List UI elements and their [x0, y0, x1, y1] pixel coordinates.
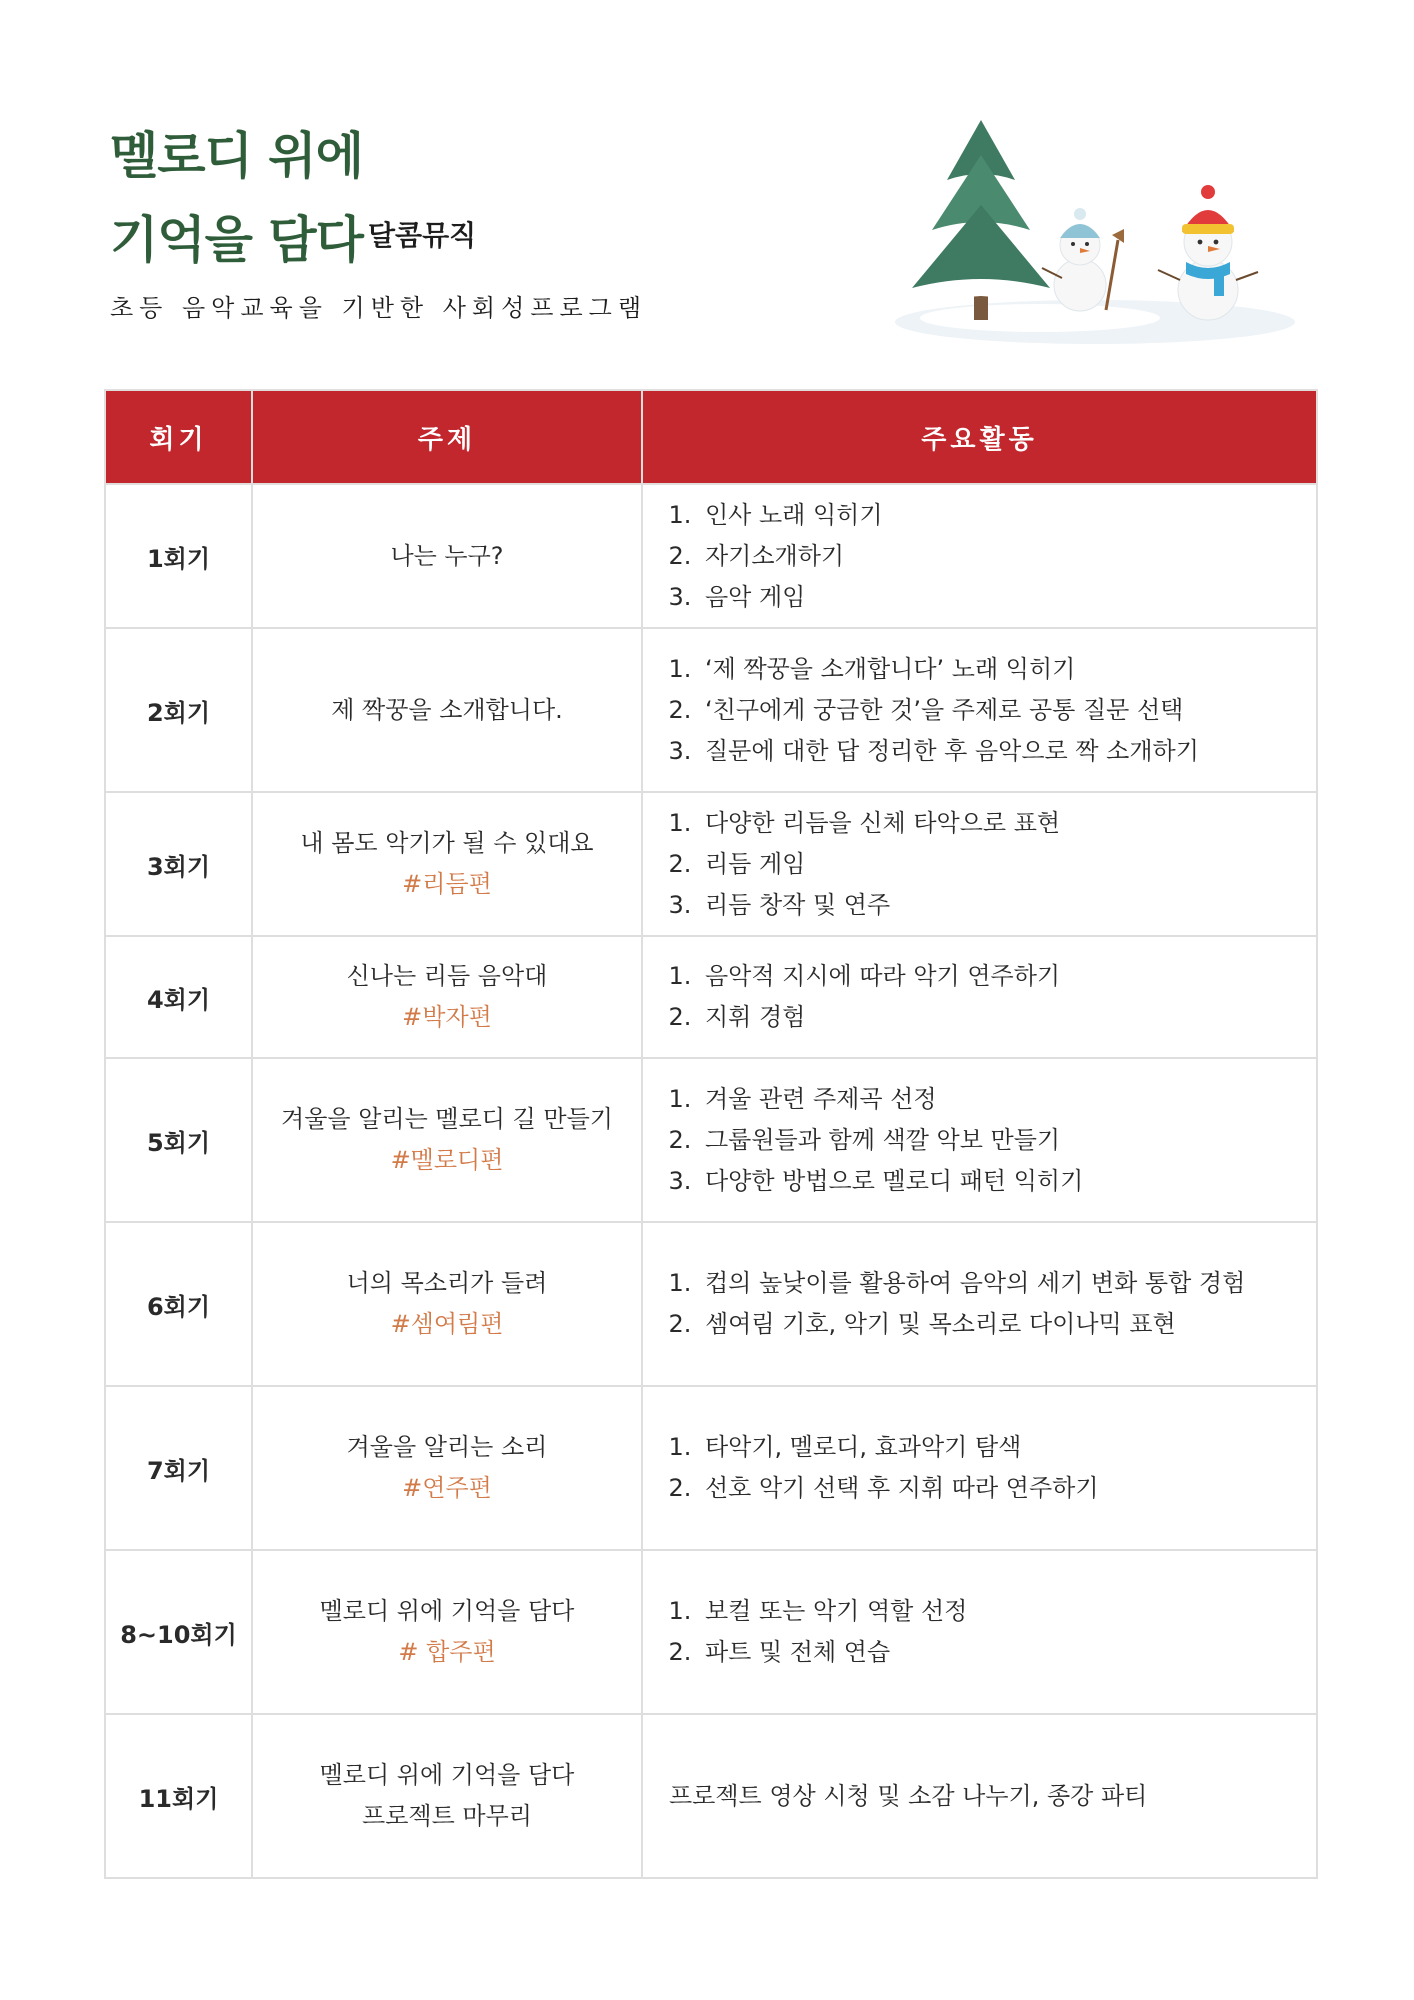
- activity-item: 2. 셈여림 기호, 악기 및 목소리로 다이나믹 표현: [699, 1304, 1315, 1345]
- activity-list: [669, 803, 1315, 926]
- activity-item: 3. 리듬 창작 및 연주: [699, 885, 1315, 926]
- topic-hashtag: # 합주편: [398, 1638, 496, 1666]
- topic-hashtag: #리듬편: [402, 870, 492, 898]
- title-line-2: 기억을 담다: [110, 211, 363, 269]
- table-row: [105, 1550, 1317, 1714]
- activity-item: 1. 타악기, 멜로디, 효과악기 탐색: [699, 1427, 1315, 1468]
- header-activities: 주요활동: [642, 390, 1317, 484]
- activity-item: 2. 리듬 게임: [699, 844, 1315, 885]
- table-row: [105, 792, 1317, 936]
- activity-item: 3. 음악 게임: [699, 577, 1315, 618]
- topic-text: 나는 누구?: [390, 541, 504, 570]
- session-cell: 11회기: [105, 1714, 252, 1878]
- activities-cell: [642, 1714, 1317, 1878]
- topic-cell: [252, 628, 642, 792]
- topic-cell: [252, 792, 642, 936]
- activity-list: [669, 1263, 1315, 1345]
- activity-item: 1. 컵의 높낮이를 활용하여 음악의 세기 변화 통합 경험: [699, 1263, 1315, 1304]
- session-cell: 1회기: [105, 484, 252, 628]
- activities-cell: [642, 484, 1317, 628]
- activity-item: 2. 지휘 경험: [699, 997, 1315, 1038]
- activities-cell: [642, 1550, 1317, 1714]
- activities-cell: [642, 628, 1317, 792]
- activity-item: 2. 선호 악기 선택 후 지휘 따라 연주하기: [699, 1468, 1315, 1509]
- brand-name: 달콤뮤직: [368, 219, 477, 252]
- activity-text: 프로젝트 영상 시청 및 소감 나누기, 종강 파티: [669, 1781, 1148, 1810]
- topic-hashtag: #연주편: [402, 1474, 492, 1502]
- topic-cell: [252, 484, 642, 628]
- session-cell: 3회기: [105, 792, 252, 936]
- activity-item: 1. ‘제 짝꿍을 소개합니다’ 노래 익히기: [699, 649, 1315, 690]
- activities-cell: [642, 1222, 1317, 1386]
- activity-list: [669, 649, 1315, 772]
- topic-text: 제 짝꿍을 소개합니다.: [331, 695, 563, 724]
- session-cell: 5회기: [105, 1058, 252, 1222]
- topic-cell: [252, 936, 642, 1058]
- activity-list: [669, 1079, 1315, 1202]
- topic-text: 겨울을 알리는 소리: [346, 1433, 548, 1461]
- activity-item: 1. 겨울 관련 주제곡 선정: [699, 1079, 1315, 1120]
- topic-text: 프로젝트 마무리: [362, 1802, 532, 1830]
- session-cell: 7회기: [105, 1386, 252, 1550]
- topic-text: 너의 목소리가 들려: [346, 1269, 548, 1297]
- activity-list: [669, 495, 1315, 618]
- table-header-row: [105, 390, 1317, 484]
- activity-item: 1. 인사 노래 익히기: [699, 495, 1315, 536]
- topic-text: 신나는 리듬 음악대: [346, 962, 548, 990]
- table-row: [105, 628, 1317, 792]
- winter-tree-snowmen-illustration: [890, 110, 1300, 350]
- header-session: 회기: [105, 390, 252, 484]
- table-row: [105, 936, 1317, 1058]
- topic-text: 겨울을 알리는 멜로디 길 만들기: [281, 1105, 613, 1133]
- activity-item: 2. 그룹원들과 함께 색깔 악보 만들기: [699, 1120, 1315, 1161]
- topic-text: 멜로디 위에 기억을 담다: [319, 1597, 575, 1625]
- table-row: [105, 1222, 1317, 1386]
- topic-hashtag: #셈여림편: [390, 1310, 504, 1338]
- topic-cell: [252, 1386, 642, 1550]
- activities-cell: [642, 1058, 1317, 1222]
- topic-cell: [252, 1550, 642, 1714]
- topic-cell: [252, 1058, 642, 1222]
- topic-text: 내 몸도 악기가 될 수 있대요: [300, 829, 594, 857]
- activities-cell: [642, 936, 1317, 1058]
- activities-cell: [642, 792, 1317, 936]
- topic-cell: [252, 1714, 642, 1878]
- activity-item: 2. 자기소개하기: [699, 536, 1315, 577]
- title-line-1: 멜로디 위에: [110, 127, 363, 185]
- subtitle: 초등 음악교육을 기반한 사회성프로그램: [110, 294, 648, 322]
- program-schedule-table: [104, 389, 1318, 1879]
- activity-item: 2. ‘친구에게 궁금한 것’을 주제로 공통 질문 선택: [699, 690, 1315, 731]
- activity-item: 2. 파트 및 전체 연습: [699, 1632, 1315, 1673]
- table-row: [105, 1058, 1317, 1222]
- session-cell: 2회기: [105, 628, 252, 792]
- session-cell: 6회기: [105, 1222, 252, 1386]
- table-row: [105, 484, 1317, 628]
- activity-item: 3. 다양한 방법으로 멜로디 패턴 익히기: [699, 1161, 1315, 1202]
- activity-item: 3. 질문에 대한 답 정리한 후 음악으로 짝 소개하기: [699, 731, 1315, 772]
- topic-hashtag: #멜로디편: [390, 1146, 504, 1174]
- table-row: [105, 1714, 1317, 1878]
- activity-item: 1. 보컬 또는 악기 역할 선정: [699, 1591, 1315, 1632]
- header-topic: 주제: [252, 390, 642, 484]
- topic-text: 멜로디 위에 기억을 담다: [319, 1761, 575, 1789]
- session-cell: 8~10회기: [105, 1550, 252, 1714]
- table-row: [105, 1386, 1317, 1550]
- topic-hashtag: #박자편: [402, 1003, 492, 1031]
- activity-item: 1. 음악적 지시에 따라 악기 연주하기: [699, 956, 1315, 997]
- activity-list: [669, 1427, 1315, 1509]
- activity-list: [669, 956, 1315, 1038]
- activity-item: 1. 다양한 리듬을 신체 타악으로 표현: [699, 803, 1315, 844]
- activity-list: [669, 1591, 1315, 1673]
- session-cell: 4회기: [105, 936, 252, 1058]
- activities-cell: [642, 1386, 1317, 1550]
- topic-cell: [252, 1222, 642, 1386]
